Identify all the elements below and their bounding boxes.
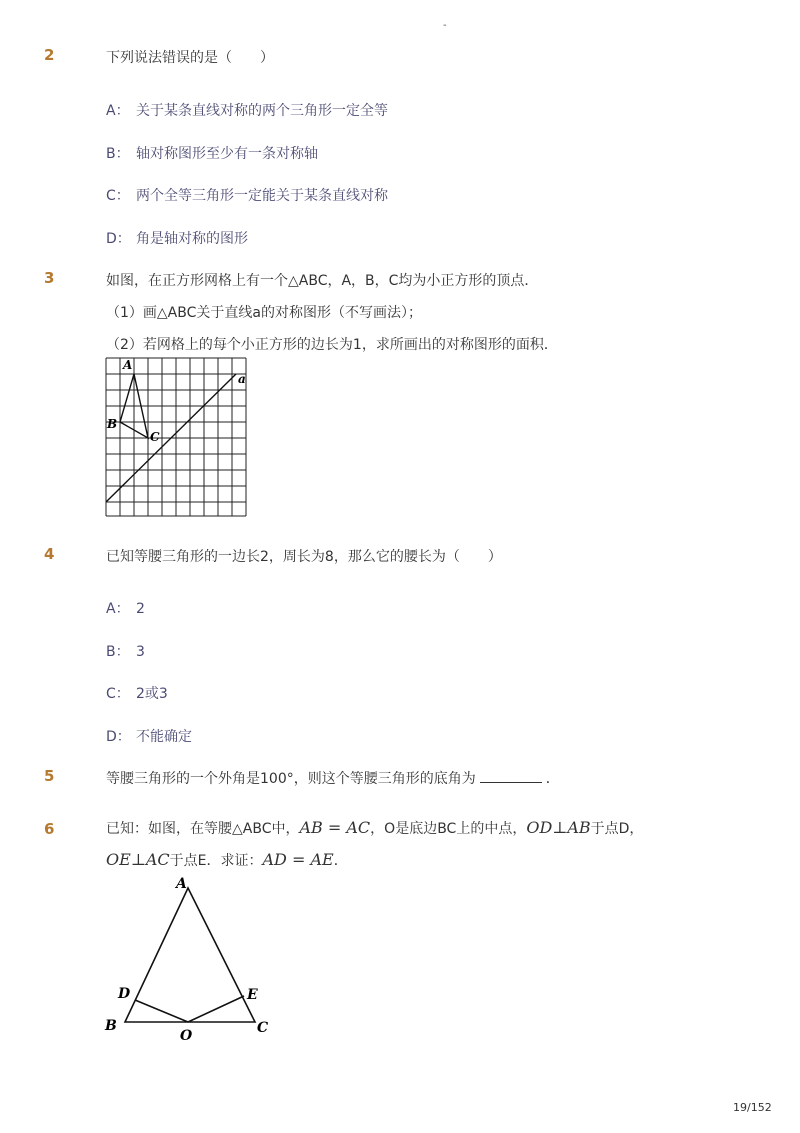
question-5-text: 等腰三角形的一个外角是100°，则这个等腰三角形的底角为 [106, 771, 476, 787]
question-6-line-2 [106, 850, 348, 870]
q6-text: 已知：如图，在等腰△ABC中， [106, 821, 300, 837]
option-label: C： [106, 686, 130, 702]
label-b: B [107, 417, 118, 431]
q6-text: ． [333, 853, 348, 869]
option-text: 2 [136, 601, 145, 617]
q2-option-d[interactable] [106, 228, 248, 248]
label-d: D [118, 986, 131, 1002]
option-text: 两个全等三角形一定能关于某条直线对称 [136, 188, 388, 204]
q6-math-oe-ac: OE⊥AC [106, 850, 170, 869]
option-text: 不能确定 [136, 729, 192, 745]
question-number-5: 5 [44, 767, 55, 785]
option-label: C： [106, 188, 130, 204]
label-a: A [176, 876, 187, 892]
q6-text: 于点D， [590, 821, 644, 837]
question-3-line-2: （1）画△ABC关于直线a的对称图形（不写画法）； [106, 305, 422, 321]
question-3-line-3: （2）若网格上的每个小正方形的边长为1，求所画出的对称图形的面积． [106, 337, 558, 353]
question-number-2: 2 [44, 46, 55, 64]
segment-oe [188, 996, 244, 1022]
triangle-abc-outline [125, 888, 255, 1022]
header-mark: - [443, 20, 447, 31]
question-number-6: 6 [44, 820, 55, 838]
q4-option-d[interactable] [106, 726, 192, 746]
question-6-line-1 [106, 818, 643, 838]
label-c: C [150, 430, 160, 444]
label-line-a: a [238, 372, 246, 386]
label-c: C [257, 1020, 269, 1036]
label-e: E [247, 987, 258, 1003]
q2-option-b[interactable] [106, 143, 318, 163]
option-label: A： [106, 103, 130, 119]
q6-math-ab-ac: AB = AC [299, 818, 371, 837]
page-number: 19/152 [733, 1101, 772, 1114]
question-4-stem: 已知等腰三角形的一边长2，周长为8，那么它的腰长为（ ） [106, 549, 502, 565]
option-text: 2或3 [136, 686, 168, 702]
option-text: 3 [136, 644, 145, 660]
question-5-stem [106, 768, 560, 788]
segment-do [135, 1000, 188, 1022]
q6-math-ad-ae: AD = AE [262, 850, 334, 869]
option-text: 角是轴对称的图形 [136, 231, 248, 247]
question-number-3: 3 [44, 269, 55, 287]
label-o: O [180, 1028, 193, 1044]
q6-text: 于点E．求证： [169, 853, 263, 869]
question-2-stem: 下列说法错误的是（ ） [106, 50, 274, 66]
q4-option-c[interactable] [106, 683, 168, 703]
option-label: D： [106, 231, 131, 247]
option-label: B： [106, 644, 130, 660]
q4-option-a[interactable] [106, 598, 145, 618]
grid-figure [100, 354, 260, 520]
q6-text: ，O是底边BC上的中点， [370, 821, 527, 837]
option-text: 关于某条直线对称的两个三角形一定全等 [136, 103, 388, 119]
q4-option-b[interactable] [106, 641, 145, 661]
answer-blank[interactable] [480, 770, 542, 783]
option-label: B： [106, 146, 130, 162]
option-label: D： [106, 729, 131, 745]
q2-option-a[interactable] [106, 100, 388, 120]
label-a: A [123, 358, 133, 372]
triangle-figure [100, 872, 280, 1052]
option-text: 轴对称图形至少有一条对称轴 [136, 146, 318, 162]
question-3-line-1: 如图，在正方形网格上有一个△ABC，A，B，C均为小正方形的顶点． [106, 273, 539, 289]
option-label: A： [106, 601, 130, 617]
label-b: B [105, 1018, 117, 1034]
question-5-end: ． [545, 771, 560, 787]
grid-lines [106, 358, 246, 516]
q2-option-c[interactable] [106, 185, 388, 205]
q6-math-od-ab: OD⊥AB [526, 818, 591, 837]
question-number-4: 4 [44, 545, 55, 563]
